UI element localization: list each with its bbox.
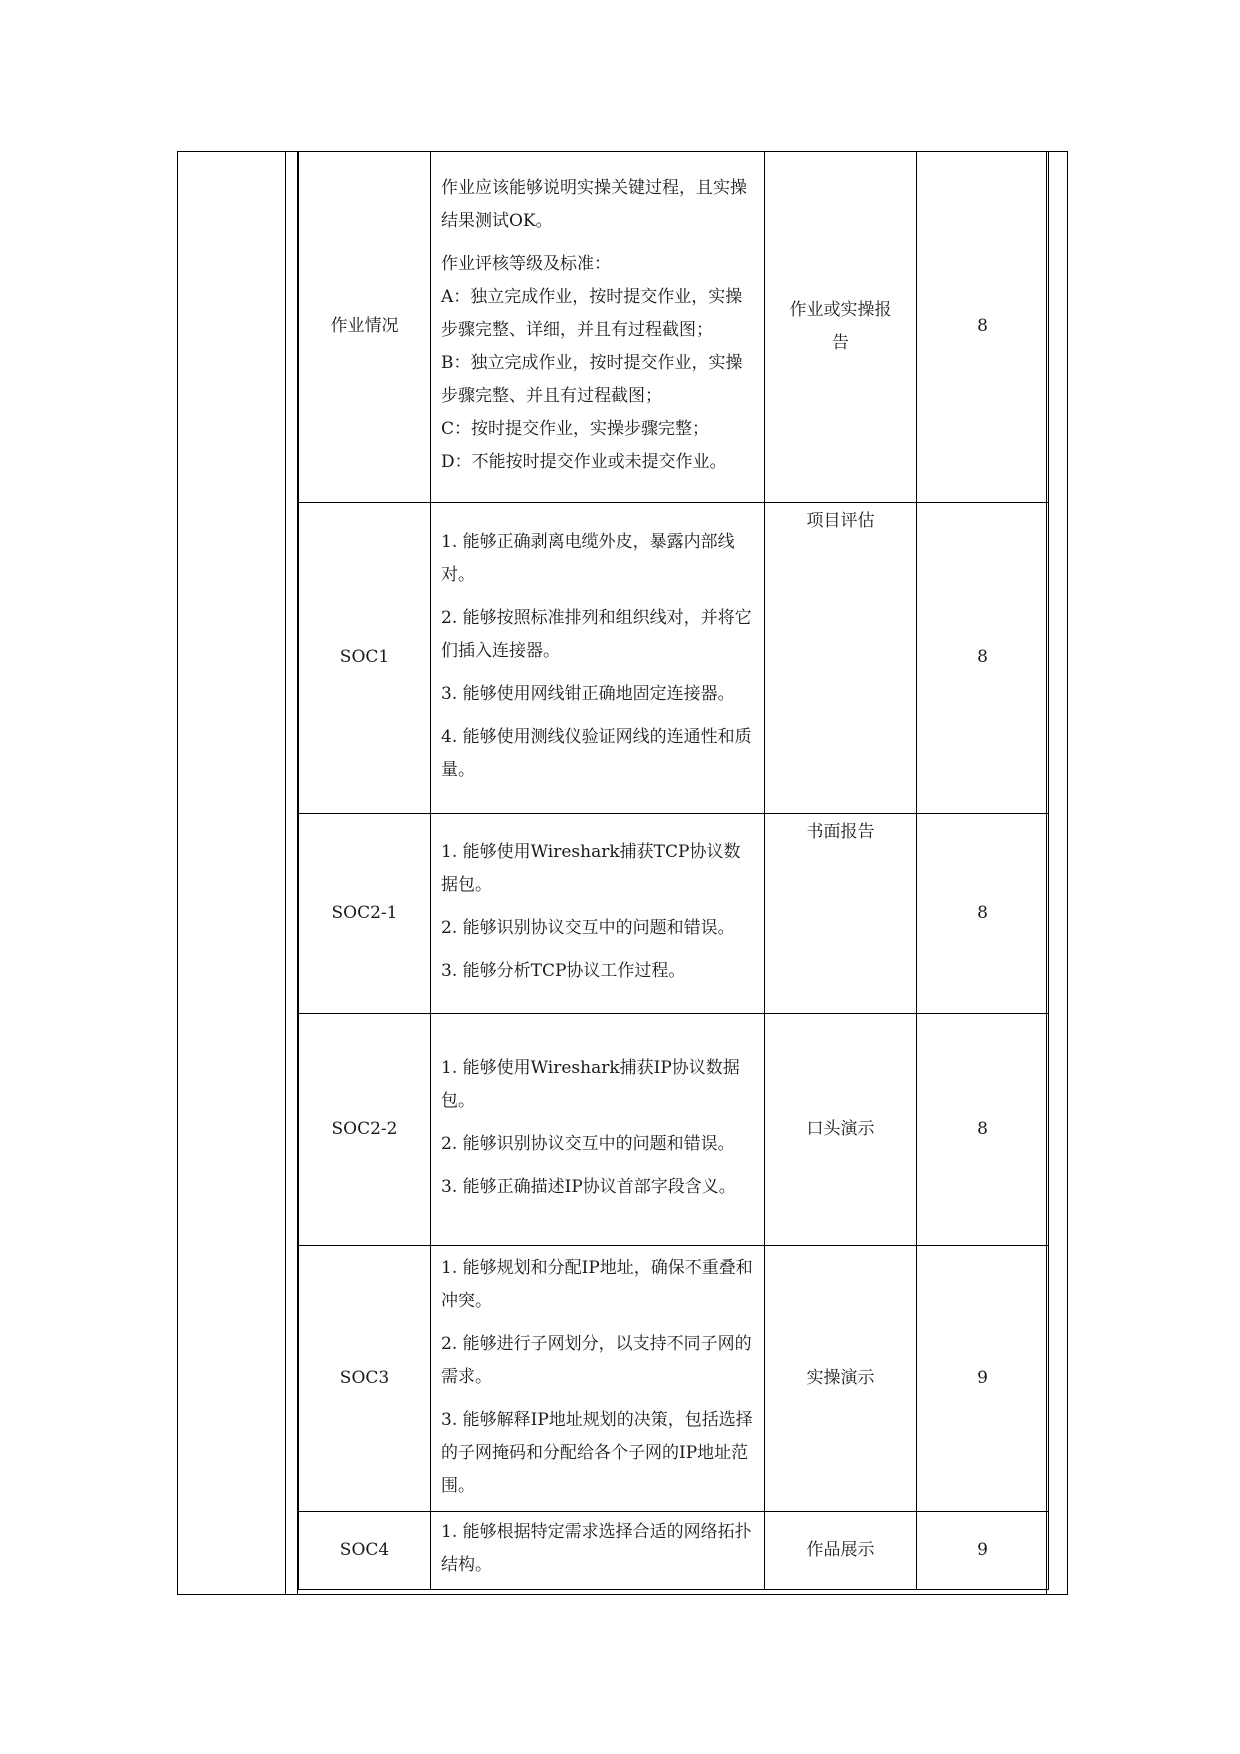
criteria-paragraph: 1. 能够正确剥离电缆外皮，暴露内部线对。: [441, 532, 735, 585]
method-cell: 作品展示: [765, 1511, 917, 1589]
table-row: [299, 813, 1049, 1013]
table-row: [299, 1245, 1049, 1511]
score-cell: 9: [917, 1511, 1049, 1589]
criteria-paragraph: 3. 能够解释IP地址规划的决策，包括选择的子网掩码和分配给各个子网的IP地址范围。: [441, 1409, 753, 1496]
grade-line: A：独立完成作业，按时提交作业，实操步骤完整、详细，并且有过程截图；: [441, 287, 743, 341]
criteria-paragraph: 3. 能够正确描述IP协议首部字段含义。: [441, 1177, 736, 1197]
score-cell: 8: [917, 1013, 1049, 1245]
criteria-paragraph: 1. 能够规划和分配IP地址，确保不重叠和冲突。: [441, 1257, 753, 1311]
grade-standards-title: 作业评核等级及标准：: [441, 254, 611, 275]
criteria-cell: [431, 813, 765, 1013]
method-cell: 实操演示: [765, 1245, 917, 1511]
item-name-cell: SOC1: [299, 502, 431, 813]
merged-blank-column: [178, 152, 286, 1594]
table-row: [299, 152, 1049, 502]
criteria-paragraph: 4. 能够使用测线仪验证网线的连通性和质量。: [441, 727, 752, 780]
criteria-paragraph: 3. 能够使用网线钳正确地固定连接器。: [441, 684, 735, 704]
criteria-cell: [431, 152, 765, 502]
method-cell: 口头演示: [765, 1013, 917, 1245]
table-row: [299, 502, 1049, 813]
score-cell: 8: [917, 813, 1049, 1013]
right-blank-column: [1046, 152, 1067, 1594]
criteria-paragraph: 1. 能够使用Wireshark捕获TCP协议数据包。: [441, 842, 741, 895]
criteria-cell: [431, 502, 765, 813]
narrow-blank-column: [286, 152, 298, 1594]
item-name-cell: SOC4: [299, 1511, 431, 1589]
table-row: [299, 1511, 1049, 1589]
criteria-cell: [431, 1013, 765, 1245]
criteria-paragraph: 1. 能够根据特定需求选择合适的网络拓扑结构。: [441, 1522, 752, 1575]
criteria-paragraph: 1. 能够使用Wireshark捕获IP协议数据包。: [441, 1058, 740, 1111]
grade-standards: [441, 248, 754, 479]
criteria-paragraph: 2. 能够识别协议交互中的问题和错误。: [441, 1134, 735, 1154]
method-cell: 作业或实操报告: [765, 152, 917, 502]
criteria-paragraph: 2. 能够识别协议交互中的问题和错误。: [441, 918, 735, 938]
item-name-cell: SOC3: [299, 1245, 431, 1511]
score-cell: 9: [917, 1245, 1049, 1511]
score-cell: 8: [917, 502, 1049, 813]
item-name-cell: SOC2-1: [299, 813, 431, 1013]
grade-line: D：不能按时提交作业或未提交作业。: [441, 452, 727, 473]
grade-line: C：按时提交作业，实操步骤完整；: [441, 419, 710, 440]
criteria-paragraph: 3. 能够分析TCP协议工作过程。: [441, 961, 686, 981]
criteria-paragraph: 2. 能够进行子网划分，以支持不同子网的需求。: [441, 1333, 752, 1387]
criteria-paragraph: 2. 能够按照标准排列和组织线对，并将它们插入连接器。: [441, 608, 752, 661]
assessment-table-frame: [177, 151, 1068, 1595]
item-name-cell: SOC2-2: [299, 1013, 431, 1245]
criteria-paragraph: 作业应该能够说明实操关键过程，且实操结果测试OK。: [441, 178, 747, 232]
assessment-table: [298, 152, 1049, 1590]
method-cell: 书面报告: [765, 813, 917, 1013]
criteria-cell: [431, 1245, 765, 1511]
method-cell: 项目评估: [765, 502, 917, 813]
score-cell: 8: [917, 152, 1049, 502]
grade-line: B：独立完成作业，按时提交作业，实操步骤完整、并且有过程截图；: [441, 353, 743, 407]
table-row: [299, 1013, 1049, 1245]
criteria-cell: [431, 1511, 765, 1589]
item-name-cell: 作业情况: [299, 152, 431, 502]
